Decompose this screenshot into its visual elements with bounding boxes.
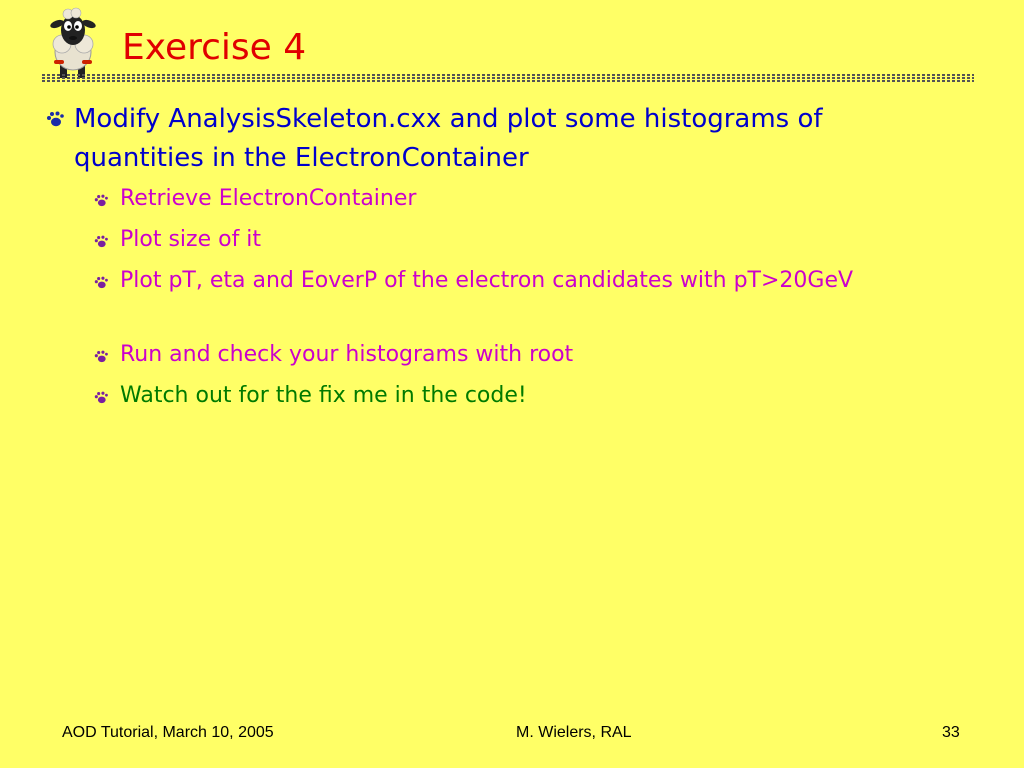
paw-print-bullet-icon [46, 111, 64, 127]
sub-bullet-text: Plot pT, eta and EoverP of the electron candidates with pT>20GeV [120, 268, 854, 293]
title-divider [42, 74, 974, 82]
sheep-mascot-icon [40, 4, 106, 80]
paw-print-bullet-icon [94, 194, 108, 207]
sub-bullet-text: Plot size of it [120, 227, 262, 252]
footer-center: M. Wielers, RAL [516, 724, 632, 741]
slide-title: Exercise 4 [122, 27, 307, 68]
sub-bullet-text-highlight: Watch out for the fix me in the code! [120, 383, 527, 408]
sub-bullet-text: Retrieve ElectronContainer [120, 186, 417, 211]
footer-left: AOD Tutorial, March 10, 2005 [62, 724, 274, 741]
main-bullet-text: Modify AnalysisSkeleton.cxx and plot some histograms of quantities in the ElectronContainer [74, 104, 823, 173]
paw-print-bullet-icon [94, 350, 108, 363]
paw-print-bullet-icon [94, 235, 108, 248]
paw-print-bullet-icon [94, 276, 108, 289]
sub-bullet-text: Run and check your histograms with root [120, 342, 574, 367]
page-number: 33 [942, 724, 960, 741]
paw-print-bullet-icon [94, 391, 108, 404]
